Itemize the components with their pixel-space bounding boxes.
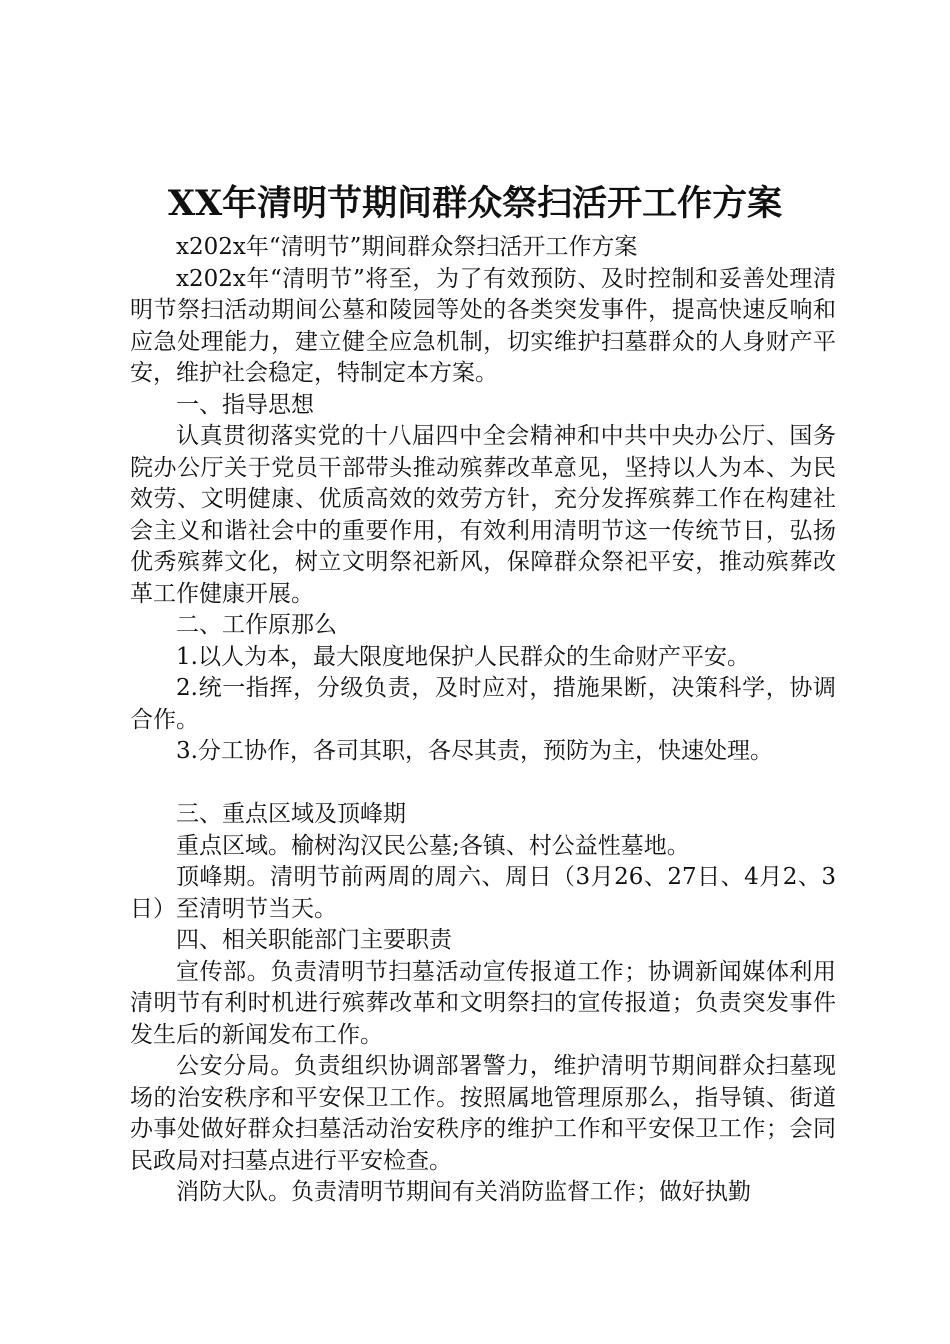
document-title: XX年清明节期间群众祭扫活开工作方案	[167, 183, 783, 224]
section-heading-work-principles: 二、工作原那么	[176, 612, 337, 638]
fire-brigade-paragraph: 消防大队。负责清明节期间有关消防监督工作；做好执勤	[176, 1179, 751, 1205]
principle-item-1: 1.以人为本，最大限度地保护人民群众的生命财产平安。	[176, 643, 750, 670]
key-areas-paragraph: 重点区域。榆树沟汉民公墓;各镇、村公益性墓地。	[176, 832, 690, 859]
guiding-ideology-paragraph: 认真贯彻落实党的十八届四中全会精神和中共中央办公厅、国务院办公厅关于党员干部带头推动殡葬改革意见，坚持以人为本、为民效劳、文明健康、优质高效的效劳方针，充分发挥殡葬工作在构建社会主义和谐社会中的重要作用，有效利用清明节这一传统节日，弘扬优秀殡葬文化，树立文明祭祀新风，保障群众祭祀平安，推动殡葬改革工作健康开展。	[130, 423, 836, 607]
public-security-paragraph: 公安分局。负责组织协调部署警力，维护清明节期间群众扫墓现场的治安秩序和平安保卫工作。按照属地管理原那么，指导镇、街道办事处做好群众扫墓活动治安秩序的维护工作和平安保卫工作；会同民政局对扫墓点进行平安检查。	[130, 1053, 836, 1174]
principle-item-2: 2.统一指挥，分级负责，及时应对，措施果断，决策科学，协调合作。	[130, 675, 836, 733]
peak-period-paragraph: 顶峰期。清明节前两周的周六、周日（3月26、27日、4月2、3日）至清明节当天。	[130, 864, 836, 922]
section-heading-guiding-ideology: 一、指导思想	[176, 391, 314, 418]
document-body	[130, 232, 836, 1209]
section-heading-key-areas: 三、重点区域及顶峰期	[176, 801, 406, 827]
blank-line	[130, 768, 836, 800]
publicity-department-paragraph: 宣传部。负责清明节扫墓活动宣传报道工作；协调新闻媒体利用清明节有利时机进行殡葬改革和文明祭扫的宣传报道；负责突发事件发生后的新闻发布工作。	[130, 958, 836, 1048]
intro-paragraph: x202x年“清明节”将至，为了有效预防、及时控制和妥善处理清明节祭扫活动期间公墓和陵园等处的各类突发事件，提高快速反响和应急处理能力，建立健全应急机制，切实维护扫墓群众的人身财产平安，维护社会稳定，特制定本方案。	[130, 265, 836, 386]
section-heading-department-duties: 四、相关职能部门主要职责	[176, 927, 452, 953]
principle-item-3: 3.分工协作，各司其职，各尽其责，预防为主，快速处理。	[176, 738, 773, 764]
subtitle-paragraph: x202x年“清明节”期间群众祭扫活开工作方案	[176, 234, 638, 260]
